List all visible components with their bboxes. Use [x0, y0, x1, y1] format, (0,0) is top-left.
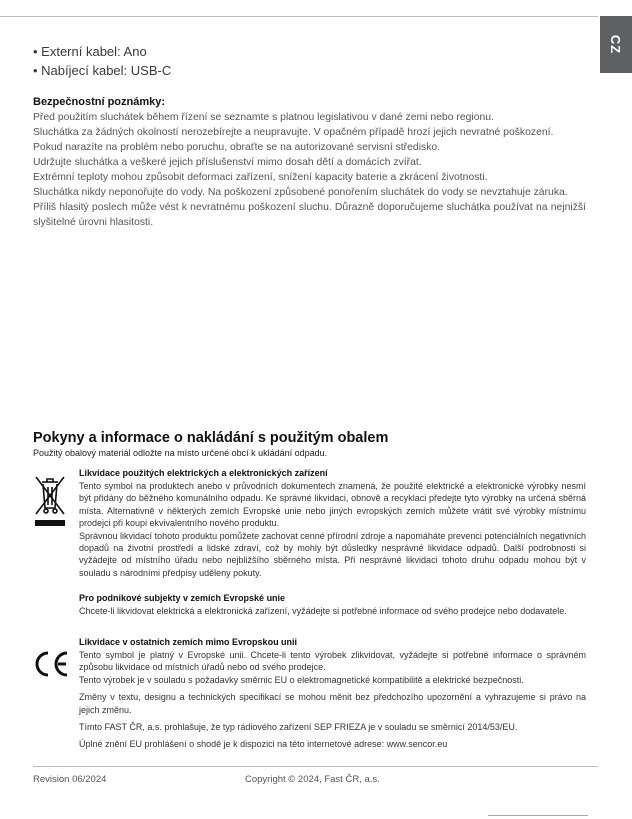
- bottom-rule: [488, 815, 588, 816]
- spec-item: • Nabíjecí kabel: USB-C: [33, 61, 171, 80]
- closing-paragraph: Tímto FAST ČR, a.s. prohlašuje, že typ rádiového zařízení SEP FRIEZA je v souladu se směrnicí 2014/53/EU.: [79, 722, 518, 733]
- weee-title: Likvidace použitých elektrických a elektronických zařízení: [79, 468, 328, 478]
- ce-mark-icon: [31, 650, 71, 678]
- disposal-intro: Použitý obalový materiál odložte na místo určené obcí k ukládání odpadu.: [33, 448, 328, 458]
- closing-paragraph: Úplné znění EU prohlášení o shodě je k dispozici na této internetové adrese: www.sencor.eu: [79, 739, 448, 750]
- spec-list: [33, 42, 171, 80]
- spec-item: • Externí kabel: Ano: [33, 42, 171, 61]
- safety-paragraph: Příliš hlasitý poslech může vést k nevratnému poškození sluchu. Důrazně doporučujeme sluchátka používat na nejnižší slyšitelné úrovni hlasitosti.: [33, 202, 586, 228]
- weee-paragraph: Tento symbol na produktech anebo v průvodních dokumentech znamená, že použité elektrické a elektronické výrobky nesmí být přidány do běžného komunálního odpadu. Ke správné likvidaci, obnově a recyklaci předejte tyto výrobky na určená sběrná místa. Alternativně v některých zemích Evropské unie nebo jiných evropských zemích můžete vrátit své výrobky místnímu prodejci při koupi ekvivalentního nového produktu.: [79, 481, 586, 529]
- weee-paragraph: Správnou likvidací tohoto produktu pomůžete zachovat cenné přírodní zdroje a napomáháte prevenci potenciálních negativních dopadů na životní prostředí a lidské zdraví, což by mohly být důsledky nesprávné likvidace odpadů. Další podrobnosti si vyžádejte od místního úřadu nebo nejbližšího sběrného místa. Při nesprávné likvidaci tohoto druhu odpadu mohou být v souladu s národními předpisy uděleny pokuty.: [79, 530, 586, 578]
- disposal-title: Pokyny a informace o nakládání s použitým obalem: [33, 430, 389, 446]
- outside-eu-paragraph: Tento výrobek je v souladu s požadavky směrnic EU o elektromagnetické kompatibilitě a elektrické bezpečnosti.: [79, 674, 524, 685]
- closing-paragraph: Změny v textu, designu a technických specifikací se mohou měnit bez předchozího upozornění a vyhrazujeme si právo na jejich změnu.: [79, 692, 586, 715]
- business-title: Pro podnikové subjekty v zemích Evropské unie: [79, 593, 286, 603]
- safety-paragraph: Extrémní teploty mohou způsobit deformaci zařízení, snížení kapacity baterie a zkrácení životnosti.: [33, 172, 488, 183]
- safety-title: Bezpečnostní poznámky:: [33, 96, 166, 108]
- safety-notes: [33, 96, 586, 230]
- footer-divider: [33, 766, 598, 767]
- safety-paragraph: Udržujte sluchátka a veškeré jejich příslušenství mimo dosah dětí a domácích zvířat.: [33, 157, 422, 168]
- disposal-section: [33, 430, 586, 458]
- language-tab: [600, 16, 632, 73]
- weee-block: [79, 467, 586, 579]
- safety-paragraph: Před použitím sluchátek během řízení se seznamte s platnou legislativou v dané zemi nebo regionu.: [33, 112, 494, 123]
- safety-paragraph: Pokud narazíte na problém nebo poruchu, obraťte se na autorizované servisní středisko.: [33, 142, 441, 153]
- revision-label: Revision 06/2024: [33, 774, 107, 785]
- top-divider: [0, 16, 598, 17]
- business-block: [79, 592, 586, 617]
- outside-eu-block: [79, 636, 586, 751]
- safety-paragraph: Sluchátka nikdy neponořujte do vody. Na poškození způsobené ponořením sluchátek do vody se nevztahuje záruka.: [33, 187, 568, 198]
- safety-paragraph: Sluchátka za žádných okolností nerozebírejte a neupravujte. V opačném případě hrozí jejich nevratné poškození.: [33, 127, 554, 138]
- language-code: CZ: [608, 34, 624, 55]
- business-paragraph: Chcete-li likvidovat elektrická a elektronická zařízení, vyžádejte si potřebné informace od svého prodejce nebo dodavatele.: [79, 606, 567, 616]
- outside-eu-title: Likvidace v ostatních zemích mimo Evropskou unii: [79, 637, 298, 647]
- copyright-label: Copyright © 2024, Fast ČR, a.s.: [245, 774, 380, 785]
- outside-eu-paragraph: Tento symbol je platný v Evropské unii. Chcete-li tento výrobek zlikvidovat, vyžádejte si potřebné informace o správném způsobu likvidace od místních úřadů nebo od svého prodejce.: [79, 650, 586, 673]
- crossed-bin-icon: [33, 472, 67, 528]
